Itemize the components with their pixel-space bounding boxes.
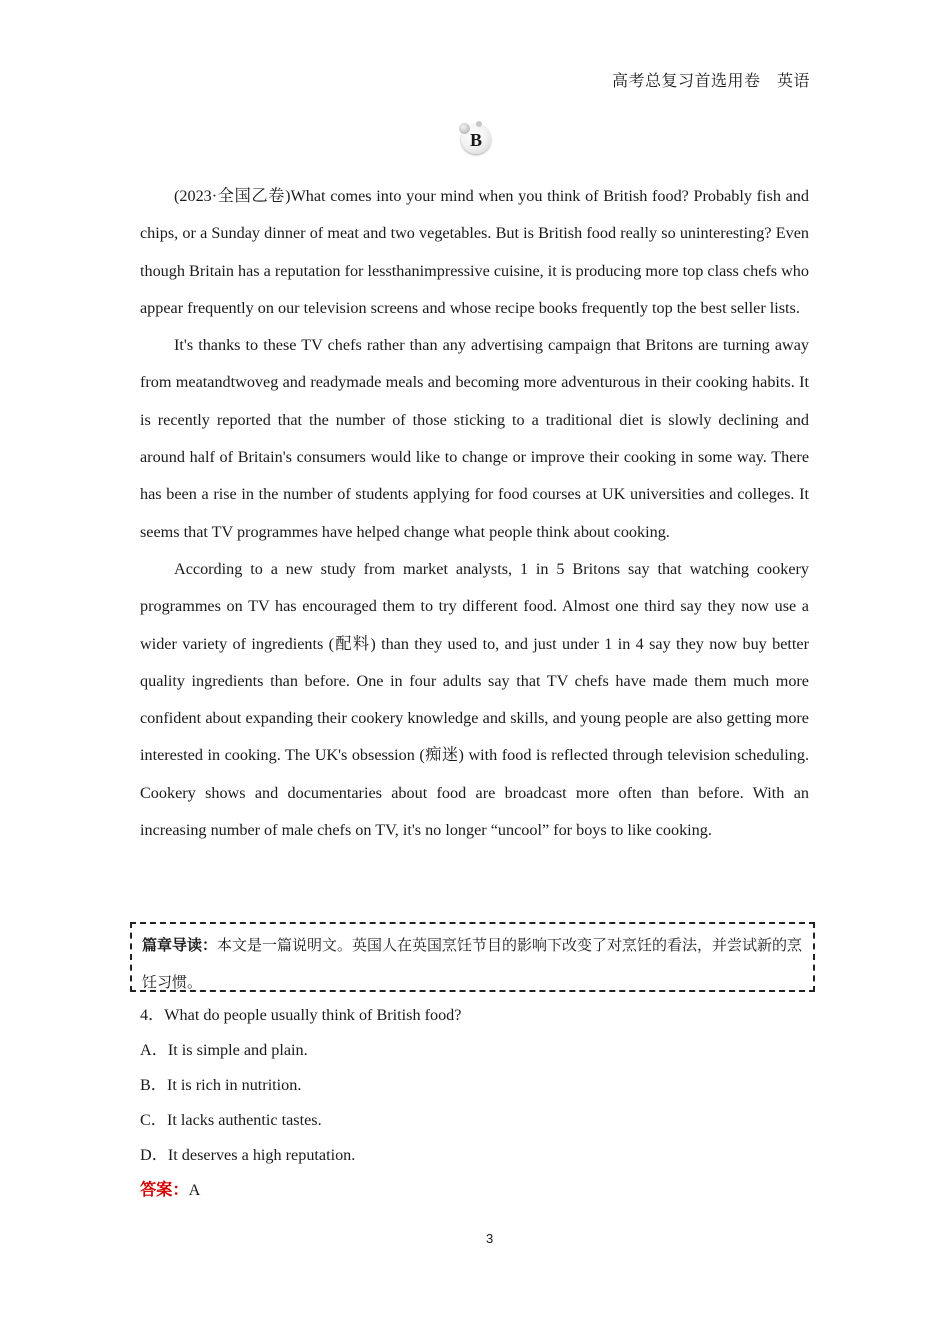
question-stem: 4．What do people usually think of British food? xyxy=(140,1006,462,1024)
passage-guide-box xyxy=(130,922,815,992)
badge-decoration-small-icon xyxy=(476,121,482,127)
paragraph-3: According to a new study from market analysts, 1 in 5 Britons say that watching cookery programmes on TV has encouraged them to try different food. Almost one third say they now use a wider variety of ingredients (配料) than they used to, and just under 1 in 4 say they now buy better quality ingredients than before. One in four adults say that TV chefs have made them much more confident about expanding their cookery knowledge and skills, and young people are also getting more interested in cooking. The UK's obsession (痴迷) with food is reflected through television scheduling. Cookery shows and documentaries about food are broadcast more often than before. With an increasing number of male chefs on TV, it's no longer “uncool” for boys to like cooking. xyxy=(140,559,809,840)
header-title: 高考总复习首选用卷 英语 xyxy=(611,73,810,90)
section-letter: B xyxy=(469,130,482,150)
reading-passage xyxy=(140,178,809,849)
option-d: D．It deserves a high reputation. xyxy=(140,1146,356,1164)
paragraph-2: It's thanks to these TV chefs rather than any advertising campaign that Britons are turning away from meatandtwoveg and readymade meals and becoming more adventurous in their cooking habits. It is recently reported that the number of those sticking to a traditional diet is slowly declining and around half of Britain's consumers would like to change or improve their cooking in some way. There has been a rise in the number of students applying for food courses at UK universities and colleges. It seems that TV programmes have helped change what people think about cooking. xyxy=(140,336,809,541)
answer-line xyxy=(140,1176,200,1200)
section-badge xyxy=(461,124,491,154)
paragraph-1: (2023·全国乙卷)What comes into your mind when you think of British food? Probably fish and chips, or a Sunday dinner of meat and two vegetables. But is British food really so uninteresting? Even though Britain has a reputation for lessthanimpressive cuisine, it is producing more top class chefs who appear frequently on our television screens and whose recipe books frequently top the best seller lists. xyxy=(140,187,809,317)
badge-decoration-icon xyxy=(459,123,470,134)
guide-text: 本文是一篇说明文。英国人在英国烹饪节目的影响下改变了对烹饪的看法，并尝试新的烹饪习惯。 xyxy=(142,938,803,991)
option-c: C．It lacks authentic tastes. xyxy=(140,1111,322,1129)
answer-label: 答案： xyxy=(140,1181,189,1199)
page-number: 3 xyxy=(486,1231,494,1246)
answer-value: A xyxy=(188,1181,201,1199)
option-b: B．It is rich in nutrition. xyxy=(140,1076,302,1094)
guide-label: 篇章导读： xyxy=(142,938,218,954)
option-a: A．It is simple and plain. xyxy=(140,1041,308,1059)
